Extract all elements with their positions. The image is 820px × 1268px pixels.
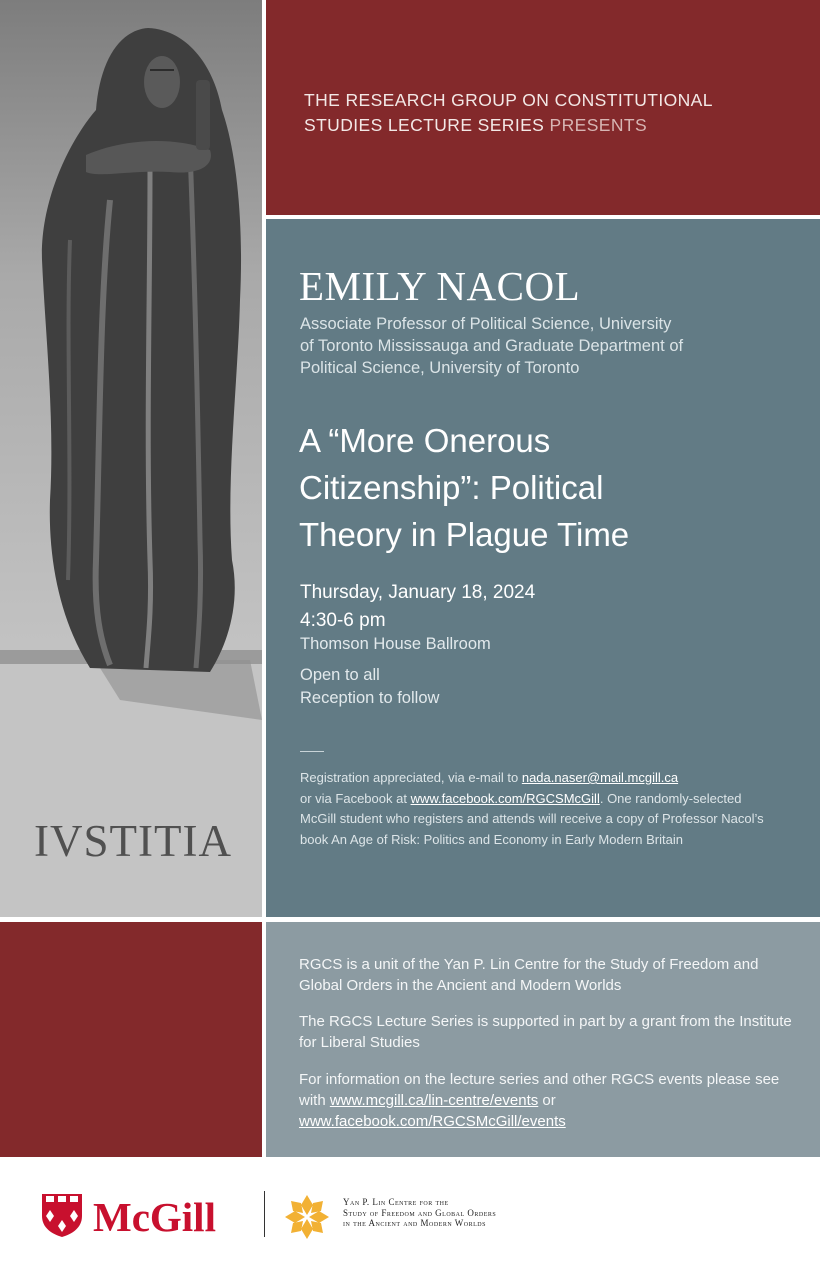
lecture-title [299,417,769,558]
lin-centre-wordmark [343,1197,583,1229]
lecture-title-line3: Theory in Plague Time [299,516,630,553]
speaker-affiliation-line2: of Toronto Mississauga and Graduate Department of [300,337,684,355]
mcgill-wordmark: McGill [93,1194,216,1240]
lin-centre-events-link[interactable]: www.mcgill.ca/lin-centre/events [329,1092,539,1109]
speaker-affiliation-line3: Political Science, University of Toronto [300,359,580,377]
more-info-text: For information on the lecture series and other RGCS events please see with [299,1071,780,1109]
funding-note: The RGCS Lecture Series is supported in part by a grant from the Institute for Liberal Studies [299,1013,792,1051]
event-details-panel [266,219,820,917]
statue-inscription: IVSTITIA [34,816,232,866]
speaker-affiliation-line1: Associate Professor of Political Science, University [300,315,672,333]
registration-note [300,768,770,850]
series-heading-line1: THE RESEARCH GROUP ON CONSTITUTIONAL [304,90,713,110]
lecture-title-line1: A “More Onerous [299,422,551,459]
justitia-statue-image [0,0,262,917]
lin-wordmark-line1: Yan P. Lin Centre for the [343,1197,449,1207]
more-info-note [299,1069,799,1132]
event-date: Thursday, January 18, 2024 [300,582,536,603]
series-heading-line2 [304,113,804,138]
lin-centre-logo-icon [283,1193,331,1241]
logo-divider [264,1191,265,1237]
header-banner [266,0,820,215]
registration-text-1: Registration appreciated, via e-mail to [300,770,522,785]
registration-facebook-link[interactable]: www.facebook.com/RGCSMcGill [410,790,600,806]
mcgill-crest-icon [40,1192,84,1238]
series-heading [304,88,804,138]
event-time: 4:30-6 pm [300,610,386,631]
event-venue: Thomson House Ballroom [300,635,491,653]
series-heading-line2-text: STUDIES LECTURE SERIES [304,115,545,135]
divider [300,751,324,752]
rgcs-unit-note: RGCS is a unit of the Yan P. Lin Centre for the Study of Freedom and Global Orders in the Ancient and Modern Worlds [299,956,759,994]
logo-bar [0,1157,820,1268]
lin-wordmark-line3: in the Ancient and Modern Worlds [343,1218,486,1228]
statue-photo [0,0,262,917]
rgcs-info-panel [266,922,820,1157]
reception-note: Reception to follow [300,689,440,707]
more-info-or: or [538,1092,556,1109]
registration-email-link[interactable]: nada.naser@mail.mcgill.ca [521,770,679,785]
lin-wordmark-line2: Study of Freedom and Global Orders [343,1207,497,1218]
lecture-title-line2: Citizenship”: Political [299,469,604,506]
speaker-name: EMILY NACOL [299,263,581,309]
footer-color-block [0,922,262,1157]
registration-text-3: . One randomly-selected McGill student who registers and attends will receive a copy of Professor Nacol’s book An Age of Risk: Politics and Economy in Early Modern Britain [300,790,764,847]
presents-label: PRESENTS [549,115,648,135]
facebook-events-link[interactable]: www.facebook.com/RGCSMcGill/events [299,1113,566,1130]
admission-note: Open to all [300,666,380,684]
speaker-affiliation [300,313,770,379]
registration-text-2: or via Facebook at [300,790,411,806]
